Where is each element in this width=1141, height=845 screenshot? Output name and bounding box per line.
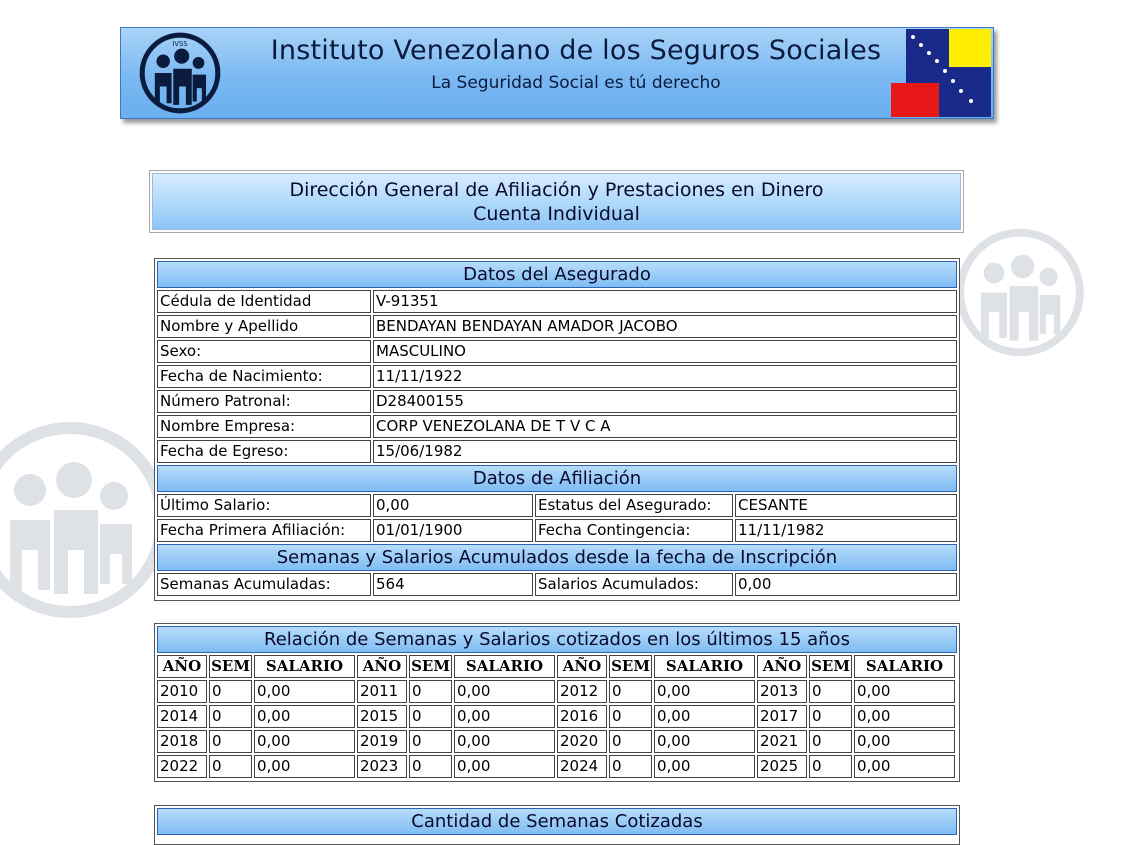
relacion-panel <box>154 623 960 782</box>
salary-cell: 0,00 <box>654 680 755 703</box>
column-header-sem: SEM <box>609 655 652 678</box>
weeks-cell: 0 <box>809 730 852 753</box>
year-cell: 2017 <box>757 705 807 728</box>
weeks-cell: 0 <box>409 680 452 703</box>
field-value: CORP VENEZOLANA DE T V C A <box>373 415 957 438</box>
ivss-watermark-icon <box>955 225 1085 360</box>
weeks-cell: 0 <box>809 755 852 778</box>
ivss-logo-icon <box>135 31 225 115</box>
year-cell: 2014 <box>157 705 207 728</box>
salary-cell: 0,00 <box>654 730 755 753</box>
heading-line1: Dirección General de Afiliación y Prestaciones en Dinero <box>289 179 824 201</box>
column-header-ano: AÑO <box>557 655 607 678</box>
column-header-sem: SEM <box>809 655 852 678</box>
field-value: 15/06/1982 <box>373 440 957 463</box>
year-cell: 2016 <box>557 705 607 728</box>
year-cell: 2012 <box>557 680 607 703</box>
field-value: D28400155 <box>373 390 957 413</box>
data-row <box>157 390 957 413</box>
column-header-salario: SALARIO <box>254 655 355 678</box>
salary-cell: 0,00 <box>854 730 955 753</box>
salary-cell: 0,00 <box>854 755 955 778</box>
field-label: Fecha de Nacimiento: <box>157 365 371 388</box>
column-header-ano: AÑO <box>157 655 207 678</box>
year-cell: 2019 <box>357 730 407 753</box>
table-row <box>157 730 957 753</box>
weeks-cell: 0 <box>409 755 452 778</box>
data-row <box>157 415 957 438</box>
year-cell: 2010 <box>157 680 207 703</box>
field-label: Fecha Contingencia: <box>535 519 733 542</box>
column-header-salario: SALARIO <box>654 655 755 678</box>
relacion-table-body <box>157 680 957 778</box>
field-label: Fecha de Egreso: <box>157 440 371 463</box>
salary-cell: 0,00 <box>854 680 955 703</box>
section-title-cantidad: Cantidad de Semanas Cotizadas <box>157 808 957 835</box>
column-header-sem: SEM <box>409 655 452 678</box>
field-label: Número Patronal: <box>157 390 371 413</box>
table-header-row <box>157 655 957 678</box>
salary-cell: 0,00 <box>454 730 555 753</box>
data-row <box>157 290 957 313</box>
institute-subtitle: La Seguridad Social es tú derecho <box>431 73 721 93</box>
year-cell: 2018 <box>157 730 207 753</box>
field-value: 0,00 <box>735 573 957 596</box>
field-label: Último Salario: <box>157 494 371 517</box>
weeks-cell: 0 <box>809 680 852 703</box>
data-row <box>157 440 957 463</box>
salary-cell: 0,00 <box>854 705 955 728</box>
data-row <box>157 365 957 388</box>
field-value: 01/01/1900 <box>373 519 533 542</box>
data-row <box>157 519 957 542</box>
data-row <box>157 494 957 517</box>
data-row <box>157 340 957 363</box>
year-cell: 2025 <box>757 755 807 778</box>
table-row <box>157 705 957 728</box>
ivss-watermark-icon <box>0 420 170 620</box>
section-title-acumulados: Semanas y Salarios Acumulados desde la fecha de Inscripción <box>157 544 957 571</box>
logo-text: IVSS <box>172 40 188 49</box>
field-label: Nombre Empresa: <box>157 415 371 438</box>
salary-cell: 0,00 <box>654 705 755 728</box>
salary-cell: 0,00 <box>654 755 755 778</box>
weeks-cell: 0 <box>809 705 852 728</box>
datos-panel <box>154 258 960 601</box>
year-cell: 2013 <box>757 680 807 703</box>
year-cell: 2024 <box>557 755 607 778</box>
field-value: BENDAYAN BENDAYAN AMADOR JACOBO <box>373 315 957 338</box>
salary-cell: 0,00 <box>254 755 355 778</box>
weeks-cell: 0 <box>609 680 652 703</box>
field-label: Nombre y Apellido <box>157 315 371 338</box>
field-value: 11/11/1982 <box>735 519 957 542</box>
column-header-sem: SEM <box>209 655 252 678</box>
section-title-asegurado: Datos del Asegurado <box>157 261 957 288</box>
table-row <box>157 755 957 778</box>
page-heading <box>149 170 964 233</box>
institute-title: Instituto Venezolano de los Seguros Sociales <box>270 35 882 66</box>
field-label: Fecha Primera Afiliación: <box>157 519 371 542</box>
weeks-cell: 0 <box>409 730 452 753</box>
field-label: Semanas Acumuladas: <box>157 573 371 596</box>
field-value: 11/11/1922 <box>373 365 957 388</box>
year-cell: 2021 <box>757 730 807 753</box>
salary-cell: 0,00 <box>454 755 555 778</box>
weeks-cell: 0 <box>209 705 252 728</box>
field-label: Estatus del Asegurado: <box>535 494 733 517</box>
salary-cell: 0,00 <box>254 680 355 703</box>
column-header-ano: AÑO <box>757 655 807 678</box>
column-header-ano: AÑO <box>357 655 407 678</box>
section-title-relacion: Relación de Semanas y Salarios cotizados en los últimos 15 años <box>157 626 957 653</box>
section-title-afiliacion: Datos de Afiliación <box>157 465 957 492</box>
field-value: CESANTE <box>735 494 957 517</box>
cantidad-panel <box>154 805 960 845</box>
field-value: 0,00 <box>373 494 533 517</box>
year-cell: 2023 <box>357 755 407 778</box>
year-cell: 2022 <box>157 755 207 778</box>
field-value: V-91351 <box>373 290 957 313</box>
field-label: Salarios Acumulados: <box>535 573 733 596</box>
weeks-cell: 0 <box>209 730 252 753</box>
column-header-salario: SALARIO <box>854 655 955 678</box>
weeks-cell: 0 <box>609 755 652 778</box>
header-banner <box>120 27 994 119</box>
weeks-cell: 0 <box>209 755 252 778</box>
weeks-cell: 0 <box>609 730 652 753</box>
weeks-cell: 0 <box>609 705 652 728</box>
year-cell: 2011 <box>357 680 407 703</box>
salary-cell: 0,00 <box>254 730 355 753</box>
salary-cell: 0,00 <box>454 680 555 703</box>
salary-cell: 0,00 <box>454 705 555 728</box>
field-label: Cédula de Identidad <box>157 290 371 313</box>
weeks-cell: 0 <box>209 680 252 703</box>
field-value: MASCULINO <box>373 340 957 363</box>
weeks-cell: 0 <box>409 705 452 728</box>
heading-line2: Cuenta Individual <box>473 203 640 225</box>
table-row <box>157 680 957 703</box>
venezuela-flag-icon <box>891 29 991 117</box>
field-value: 564 <box>373 573 533 596</box>
year-cell: 2015 <box>357 705 407 728</box>
salary-cell: 0,00 <box>254 705 355 728</box>
column-header-salario: SALARIO <box>454 655 555 678</box>
data-row <box>157 315 957 338</box>
field-label: Sexo: <box>157 340 371 363</box>
year-cell: 2020 <box>557 730 607 753</box>
data-row <box>157 573 957 596</box>
